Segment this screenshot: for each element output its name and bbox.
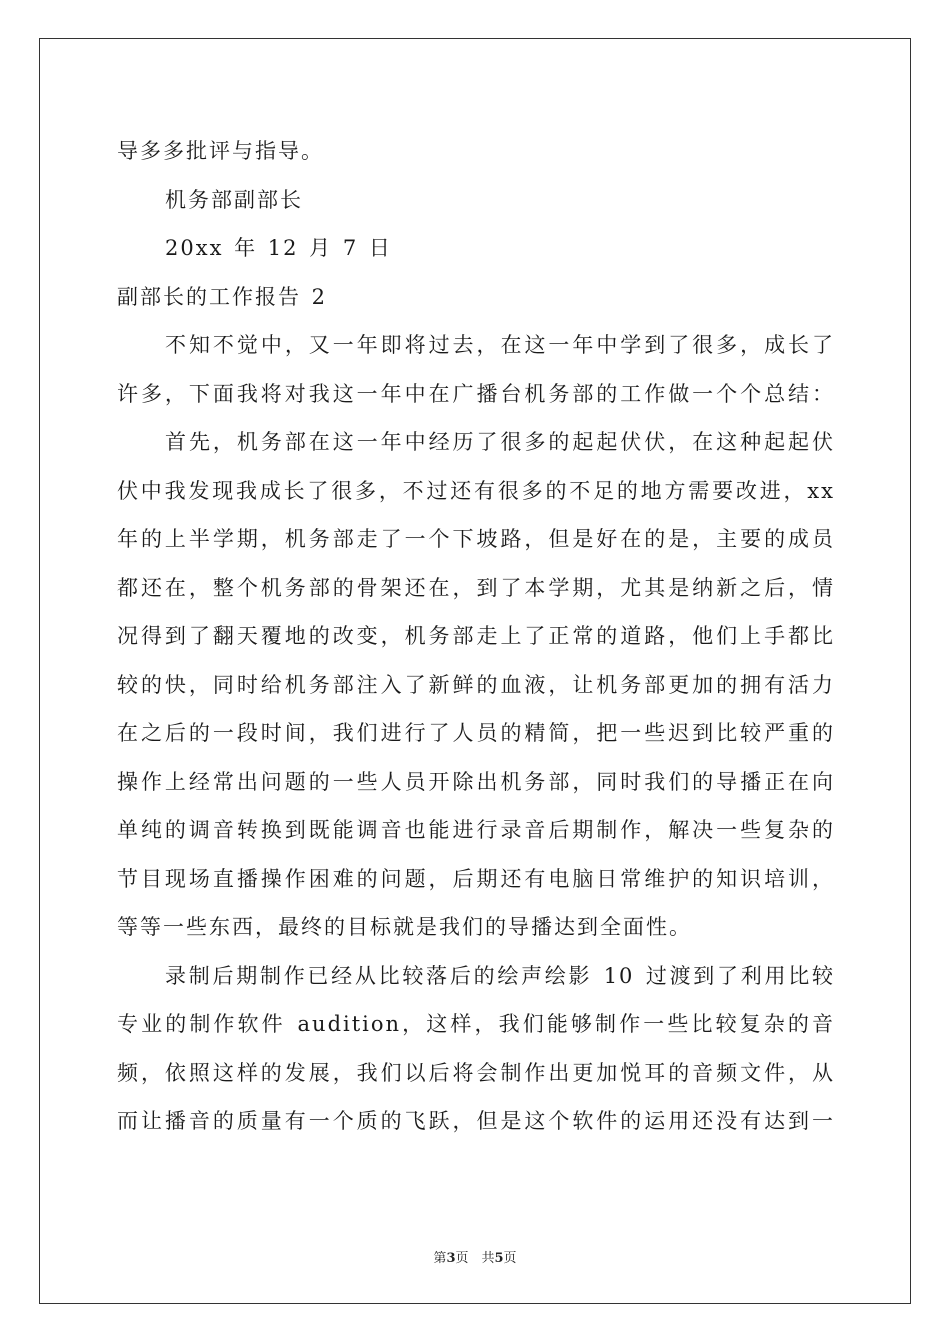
text-line: 不知不觉中，又一年即将过去，在这一年中学到了很多，成长了 <box>165 333 835 357</box>
text-line: 操作上经常出问题的一些人员开除出机务部，同时我们的导播正在向 <box>117 769 835 794</box>
text-line: 等等一些东西，最终的目标就是我们的导播达到全面性。 <box>117 915 692 939</box>
text-line: 副部长的工作报告 2 <box>117 284 328 309</box>
total-page-count: 5 <box>494 1251 504 1266</box>
document-body <box>117 127 835 1146</box>
page-footer <box>0 1247 950 1266</box>
text-line: 况得到了翻天覆地的改变，机务部走上了正常的道路，他们上手都比 <box>117 624 835 648</box>
footer-suffix: 页 <box>503 1251 517 1266</box>
text-line: 导多多批评与指导。 <box>117 139 324 163</box>
text-line: 专业的制作软件 audition，这样，我们能够制作一些比较复杂的音 <box>117 1012 835 1036</box>
footer-prefix: 第 <box>433 1251 447 1266</box>
text-line: 伏中我发现我成长了很多，不过还有很多的不足的地方需要改进，xx <box>117 478 835 503</box>
text-line: 单纯的调音转换到既能调音也能进行录音后期制作，解决一些复杂的 <box>117 818 835 842</box>
text-line: 在之后的一段时间，我们进行了人员的精简，把一些迟到比较严重的 <box>117 721 835 745</box>
text-line: 首先，机务部在这一年中经历了很多的起起伏伏，在这种起起伏 <box>165 430 835 454</box>
text-line: 而让播音的质量有一个质的飞跃，但是这个软件的运用还没有达到一 <box>117 1109 835 1133</box>
text-line: 年的上半学期，机务部走了一个下坡路，但是好在的是，主要的成员 <box>117 527 835 551</box>
text-line: 频，依照这样的发展，我们以后将会制作出更加悦耳的音频文件，从 <box>117 1060 835 1085</box>
text-line: 录制后期制作已经从比较落后的绘声绘影 10 过渡到了利用比较 <box>165 963 835 988</box>
text-line: 20xx 年 12 月 7 日 <box>165 236 392 260</box>
text-line: 节目现场直播操作困难的问题，后期还有电脑日常维护的知识培训， <box>117 866 835 891</box>
text-line: 都还在，整个机务部的骨架还在，到了本学期，尤其是纳新之后，情 <box>117 575 835 600</box>
current-page-number: 3 <box>446 1251 456 1266</box>
text-line: 较的快，同时给机务部注入了新鲜的血液，让机务部更加的拥有活力 <box>117 672 835 697</box>
text-line: 许多，下面我将对我这一年中在广播台机务部的工作做一个个总结： <box>117 381 835 406</box>
footer-middle: 页 共 <box>455 1251 495 1266</box>
text-line: 机务部副部长 <box>165 187 303 212</box>
